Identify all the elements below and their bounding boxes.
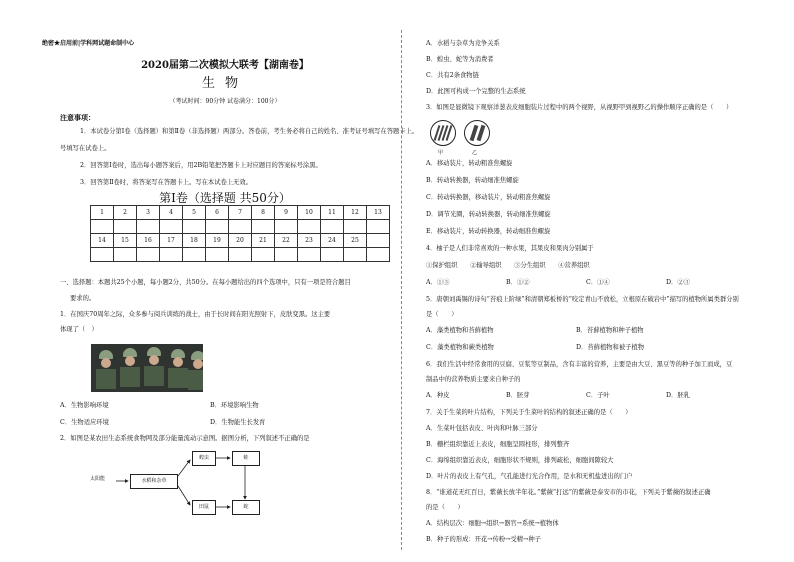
answer-slot[interactable] — [252, 248, 275, 262]
time-info: （考试时间：90分钟 试卷满分：100分） — [169, 98, 281, 105]
answer-slot[interactable] — [229, 220, 252, 234]
answer-slot[interactable] — [114, 220, 137, 234]
q1-option-c: C．生物适应环境 — [60, 419, 109, 426]
answer-cell: 5 — [183, 206, 206, 220]
answer-row-numbers-2 — [91, 234, 390, 248]
food-web-arrows — [90, 450, 290, 550]
q8-stem-line-2: 的是（ ） — [426, 504, 464, 511]
answer-slot[interactable] — [137, 220, 160, 234]
column-divider — [401, 30, 402, 550]
soldiers-photo — [91, 344, 203, 392]
answer-slot[interactable] — [321, 220, 344, 234]
answer-slot[interactable] — [137, 248, 160, 262]
answer-slot[interactable] — [344, 248, 367, 262]
answer-cell: 2 — [114, 206, 137, 220]
answer-row-blank-2 — [91, 248, 390, 262]
answer-slot[interactable] — [275, 248, 298, 262]
food-web-diagram — [90, 450, 290, 550]
snake-box: 蛇 — [232, 500, 260, 515]
q1-option-a: A．生物影响环境 — [60, 402, 109, 409]
answer-slot[interactable] — [321, 248, 344, 262]
answer-cell: 17 — [160, 234, 183, 248]
q5-option-d: D．苔藓植物和被子植物 — [576, 344, 645, 351]
q4-option-c: C．①④ — [586, 279, 610, 286]
q8-option-a: A．结构层次：细胞→组织→器官→系统→植物体 — [426, 520, 559, 527]
q2-option-d: D．此图可构成一个完整的生态系统 — [426, 88, 526, 95]
note-2: 2．回答第Ⅰ卷时，选出每小题答案后，用2B铅笔把答题卡上对应题目的答案标号涂黑。 — [80, 162, 322, 169]
view-a-circle — [430, 120, 456, 146]
answer-slot[interactable] — [114, 248, 137, 262]
q8-stem-line-1: 8．“谁道花无红百日，紫薇长放半年花。”紫薇“打远”的紫薇是泰安市的市花，下列关于紫薇的叙述正确 — [426, 489, 711, 496]
q4-stem: 4．柚子是人们非常喜欢的一种水果，其果皮和果肉分别属于 — [426, 245, 594, 252]
answer-table — [90, 205, 390, 262]
q2-stem: 2．如图是某农田生态系统食物网及部分能量流动示意图。据图分析，下列叙述不正确的是 — [60, 435, 310, 442]
answer-slot[interactable] — [367, 248, 390, 262]
answer-cell: 6 — [206, 206, 229, 220]
answer-slot[interactable] — [183, 248, 206, 262]
q4-option-d: D．②③ — [666, 279, 690, 286]
answer-slot[interactable] — [229, 248, 252, 262]
note-3: 3．回答第Ⅱ卷时，将答案写在答题卡上。写在本试卷上无效。 — [80, 179, 253, 186]
q7-stem: 7．关于生菜的叶片结构，下列关于生菜叶的结构的叙述正确的是（ ） — [426, 409, 632, 416]
answer-cell: 22 — [275, 234, 298, 248]
view-b-label: 乙 — [472, 150, 478, 156]
answer-cell: 25 — [344, 234, 367, 248]
locust-box: 蝗虫 — [192, 451, 216, 466]
q4-choices: ①保护组织 ②输导组织 ③分生组织 ④营养组织 — [426, 262, 590, 269]
producer-box: 水稻和杂草 — [130, 474, 178, 489]
q4-option-a: A．①③ — [426, 279, 450, 286]
q6-option-b: B．胚芽 — [506, 392, 530, 399]
q5-option-c: C．藻类植物和蕨类植物 — [426, 344, 494, 351]
answer-slot[interactable] — [183, 220, 206, 234]
q1-option-b: B．环境影响生物 — [210, 402, 259, 409]
answer-cell: 14 — [91, 234, 114, 248]
q3-option-a: A．移动装片，转动粗准焦螺旋 — [426, 160, 513, 167]
part-intro-line-1: 一、选择题：本题共25个小题，每小题2分，共50分。在每小题给出的四个选项中，只有一项是符合题目 — [60, 279, 351, 286]
answer-cell: 7 — [229, 206, 252, 220]
answer-cell: 11 — [321, 206, 344, 220]
answer-cell: 18 — [183, 234, 206, 248]
frog-box: 蛙 — [232, 451, 260, 466]
answer-cell: 4 — [160, 206, 183, 220]
answer-cell: 9 — [275, 206, 298, 220]
note-1-cont: 号填写在试卷上。 — [60, 145, 111, 152]
q7-option-a: A．生菜叶包括表皮、叶肉和叶脉三部分 — [426, 425, 538, 432]
answer-cell: 19 — [206, 234, 229, 248]
answer-cell: 12 — [344, 206, 367, 220]
answer-cell: 15 — [114, 234, 137, 248]
q3-stem: 3．如图是显微镜下观察洋葱表皮细胞装片过程中的两个视野，从视野甲到视野乙的操作顺序正确的是（ ） — [426, 104, 733, 111]
q2-option-c: C．共有2条食物链 — [426, 72, 479, 79]
answer-cell: 16 — [137, 234, 160, 248]
mouse-box: 田鼠 — [192, 500, 216, 515]
answer-cell: 1 — [91, 206, 114, 220]
q1-stem-line-1: 1．在国庆70周年之际，众多参与阅兵训练的战士，由于长时间在阳光照射下，皮肤变黑。这主要 — [60, 311, 331, 318]
q3-option-c: C．转动转换器，移动装片，转动粗准焦螺旋 — [426, 194, 551, 201]
q5-stem-line-1: 5．唐朝刘禹锡的诗句“苔痕上阶绿”和清朝郑板桥的“咬定青山不放松，立根原在破岩中”描写的植物所属类群分别 — [426, 296, 739, 303]
q3-option-d: D．调节光圈，转动转换器，转动细准焦螺旋 — [426, 211, 551, 218]
q7-option-d: D．叶片的表皮上有气孔，气孔能进行光合作用，是水和无机盐进出的门户 — [426, 473, 633, 480]
q6-option-c: C．子叶 — [586, 392, 610, 399]
view-a-label: 甲 — [438, 150, 444, 156]
answer-slot[interactable] — [206, 248, 229, 262]
q4-option-b: B．①② — [506, 279, 530, 286]
q7-option-b: B．栅栏组织靠近上表皮，细胞呈圆柱形，排列整齐 — [426, 441, 570, 448]
answer-slot[interactable] — [206, 220, 229, 234]
section-1-title: 第Ⅰ卷（选择题 共50分） — [159, 191, 291, 205]
q3-option-e: E．移动装片，转动转换器，转动细准焦螺旋 — [426, 228, 551, 235]
q5-stem-line-2: 是（ ） — [426, 311, 458, 318]
answer-row-numbers-1 — [91, 206, 390, 220]
q1-stem-line-2: 体现了（ ） — [60, 326, 98, 333]
q7-option-c: C．海绵组织靠近表皮，细胞形状不规则，排列疏松，细胞间隙较大 — [426, 457, 614, 464]
q6-stem-line-1: 6．我们生活中经常食用的豆腐、豆浆等豆制品，含有丰富的营养，主要是由大豆、黑豆等的种子加工而成，豆 — [426, 361, 733, 368]
subject-title: 生物 — [201, 76, 248, 91]
answer-slot[interactable] — [91, 220, 114, 234]
answer-cell: 24 — [321, 234, 344, 248]
answer-slot[interactable] — [298, 220, 321, 234]
microscope-views — [430, 120, 490, 150]
answer-cell: 13 — [367, 206, 390, 220]
answer-slot[interactable] — [252, 220, 275, 234]
q6-stem-line-2: 制品中的营养物质主要来自种子的 — [426, 376, 521, 383]
answer-cell: 8 — [252, 206, 275, 220]
note-1: 1．本试卷分第Ⅰ卷（选择题）和第Ⅱ卷（非选择题）两部分。答卷前，考生务必将自己的姓名、准考证号填写在答题卡上。 — [80, 128, 419, 135]
q2-option-a: A．水稻与杂草为竞争关系 — [426, 40, 500, 47]
answer-cell: 21 — [252, 234, 275, 248]
answer-slot[interactable] — [298, 248, 321, 262]
q5-option-b: B．苔藓植物和种子植物 — [576, 327, 644, 334]
answer-cell: 3 — [137, 206, 160, 220]
part-intro-line-2: 要求的。 — [70, 295, 96, 302]
notes-heading: 注意事项： — [60, 113, 95, 122]
exam-title: 2020届第二次模拟大联考【湖南卷】 — [141, 60, 309, 71]
q6-option-a: A．种皮 — [426, 392, 450, 399]
q3-option-b: B．转动转换器，转动细准焦螺旋 — [426, 177, 519, 184]
secret-label: 绝密★启用前|学科网试题命制中心 — [42, 40, 135, 47]
answer-cell: 20 — [229, 234, 252, 248]
answer-cell — [367, 234, 390, 248]
q2-option-b: B．蝗虫、蛇等为消费者 — [426, 56, 494, 63]
answer-slot[interactable] — [344, 220, 367, 234]
answer-slot[interactable] — [160, 248, 183, 262]
q8-option-b: B．种子的形成：开花→传粉→受精→种子 — [426, 536, 541, 543]
sun-energy-label: 太阳能 — [90, 476, 106, 482]
answer-slot[interactable] — [91, 248, 114, 262]
answer-slot[interactable] — [160, 220, 183, 234]
answer-cell: 23 — [298, 234, 321, 248]
q6-option-d: D．胚乳 — [666, 392, 690, 399]
answer-slot[interactable] — [367, 220, 390, 234]
view-b-circle — [464, 120, 490, 146]
q1-option-d: D．生物能生长发育 — [210, 419, 266, 426]
answer-row-blank-1 — [91, 220, 390, 234]
q5-option-a: A．藻类植物和苔藓植物 — [426, 327, 494, 334]
answer-cell: 10 — [298, 206, 321, 220]
answer-slot[interactable] — [275, 220, 298, 234]
